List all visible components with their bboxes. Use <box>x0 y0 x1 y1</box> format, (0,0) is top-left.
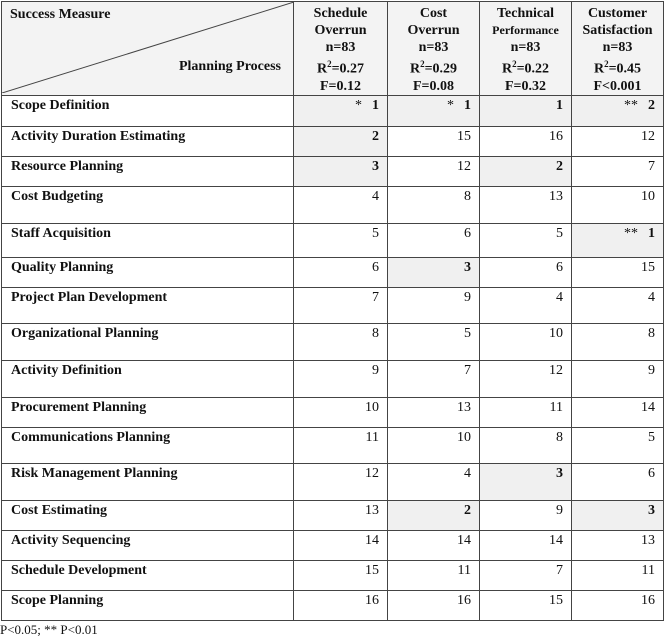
table-row <box>2 463 664 500</box>
rank-cell <box>572 530 664 560</box>
col-title-line1: Customer <box>587 6 648 21</box>
rank-value: 11 <box>641 562 655 578</box>
rank-cell <box>294 156 388 186</box>
rank-value: 5 <box>556 225 563 241</box>
footnote: P<0.05; ** P<0.01 <box>0 622 98 637</box>
rank-value: 15 <box>365 562 379 578</box>
rank-cell <box>572 500 664 530</box>
col-header-technical-performance <box>480 2 572 96</box>
rank-cell <box>480 530 572 560</box>
rank-value: 1 <box>464 97 471 113</box>
rank-value: 11 <box>365 429 379 445</box>
rank-cell <box>294 287 388 323</box>
table-row <box>2 530 664 560</box>
rank-value: 8 <box>648 325 655 341</box>
rank-value: 13 <box>549 188 563 204</box>
rank-cell <box>294 500 388 530</box>
rank-cell <box>480 287 572 323</box>
col-r2: $R^2=0.27$ <box>316 59 365 77</box>
table-row <box>2 560 664 590</box>
ranking-table <box>1 1 664 621</box>
significance-mark: ** <box>624 225 638 241</box>
row-label: Activity Duration Estimating <box>2 126 294 156</box>
col-f: F=0.08 <box>412 78 455 94</box>
rank-cell <box>572 223 664 257</box>
rank-cell <box>294 427 388 463</box>
rank-cell <box>294 530 388 560</box>
table-row <box>2 397 664 427</box>
col-n: n=83 <box>602 40 633 55</box>
table-row <box>2 95 664 126</box>
rank-cell <box>572 156 664 186</box>
rank-value: 3 <box>648 502 655 518</box>
rank-cell <box>480 257 572 287</box>
significance-mark: * <box>447 97 454 113</box>
row-label: Cost Estimating <box>2 500 294 530</box>
rank-value: 7 <box>648 158 655 174</box>
rank-value: 5 <box>648 429 655 445</box>
rank-cell <box>572 397 664 427</box>
rank-cell <box>480 427 572 463</box>
rank-cell <box>572 590 664 620</box>
rank-cell <box>388 186 480 223</box>
rank-cell <box>480 95 572 126</box>
table-row <box>2 500 664 530</box>
rank-cell <box>572 360 664 397</box>
rank-cell <box>480 126 572 156</box>
rank-cell <box>388 323 480 360</box>
rank-cell <box>572 560 664 590</box>
rank-value: 1 <box>556 97 563 113</box>
col-r2: $R^2=0.29$ <box>409 59 458 77</box>
rank-value: 13 <box>365 502 379 518</box>
rank-value: 6 <box>372 259 379 275</box>
rank-cell <box>388 156 480 186</box>
col-title-line1: Schedule <box>313 6 368 21</box>
rank-value: 3 <box>556 465 563 481</box>
rank-value: 9 <box>648 362 655 378</box>
rank-value: 16 <box>365 592 379 608</box>
rank-value: 3 <box>464 259 471 275</box>
row-label: Organizational Planning <box>2 323 294 360</box>
rank-cell <box>388 463 480 500</box>
rank-value: 14 <box>457 532 471 548</box>
row-label: Schedule Development <box>2 560 294 590</box>
rank-cell <box>388 287 480 323</box>
col-n: n=83 <box>418 40 449 55</box>
rank-value: 12 <box>549 362 563 378</box>
table-row <box>2 427 664 463</box>
significance-mark: * <box>355 97 362 113</box>
rank-value: 14 <box>365 532 379 548</box>
rank-cell <box>388 95 480 126</box>
row-label: Scope Planning <box>2 590 294 620</box>
rank-value: 6 <box>464 225 471 241</box>
rank-cell <box>480 156 572 186</box>
rank-cell <box>294 590 388 620</box>
col-n: n=83 <box>325 40 356 55</box>
rank-cell <box>388 126 480 156</box>
rank-cell <box>294 95 388 126</box>
table-row <box>2 126 664 156</box>
rank-value: 7 <box>372 289 379 305</box>
table-body <box>2 95 664 620</box>
rank-cell <box>294 126 388 156</box>
rank-value: 1 <box>372 97 379 113</box>
rank-value: 9 <box>464 289 471 305</box>
rank-value: 14 <box>641 399 655 415</box>
rank-value: 4 <box>648 289 655 305</box>
row-label: Project Plan Development <box>2 287 294 323</box>
rank-value: 4 <box>372 188 379 204</box>
row-label: Quality Planning <box>2 257 294 287</box>
corner-top-label: Success Measure <box>10 7 111 22</box>
rank-value: 1 <box>648 225 655 241</box>
rank-value: 4 <box>464 465 471 481</box>
rank-value: 6 <box>648 465 655 481</box>
col-r2: $R^2=0.22$ <box>501 59 550 77</box>
rank-cell <box>480 463 572 500</box>
row-label: Risk Management Planning <box>2 463 294 500</box>
rank-value: 4 <box>556 289 563 305</box>
row-label: Procurement Planning <box>2 397 294 427</box>
rank-cell <box>388 427 480 463</box>
corner-header <box>2 2 294 96</box>
rank-cell <box>480 397 572 427</box>
row-label: Communications Planning <box>2 427 294 463</box>
rank-cell <box>294 463 388 500</box>
rank-value: 5 <box>372 225 379 241</box>
col-header-cost-overrun <box>388 2 480 96</box>
rank-cell <box>480 323 572 360</box>
significance-mark: ** <box>624 97 638 113</box>
rank-value: 13 <box>641 532 655 548</box>
row-label: Activity Sequencing <box>2 530 294 560</box>
rank-cell <box>388 397 480 427</box>
rank-cell <box>294 223 388 257</box>
rank-value: 10 <box>641 188 655 204</box>
table-row <box>2 360 664 397</box>
col-f: F=0.12 <box>319 78 362 94</box>
rank-cell <box>388 560 480 590</box>
rank-cell <box>480 560 572 590</box>
row-label: Activity Definition <box>2 360 294 397</box>
rank-value: 3 <box>372 158 379 174</box>
header-row <box>2 2 664 96</box>
rank-cell <box>572 463 664 500</box>
rank-value: 6 <box>556 259 563 275</box>
col-n: n=83 <box>510 40 541 55</box>
rank-value: 8 <box>464 188 471 204</box>
rank-cell <box>572 126 664 156</box>
rank-value: 2 <box>372 128 379 144</box>
rank-value: 8 <box>372 325 379 341</box>
col-title-line1: Technical <box>496 6 555 21</box>
rank-cell <box>480 223 572 257</box>
rank-value: 10 <box>365 399 379 415</box>
table-row <box>2 186 664 223</box>
rank-value: 15 <box>457 128 471 144</box>
rank-value: 2 <box>648 97 655 113</box>
col-header-schedule-overrun <box>294 2 388 96</box>
rank-value: 12 <box>641 128 655 144</box>
rank-cell <box>572 427 664 463</box>
rank-cell <box>572 323 664 360</box>
row-label: Resource Planning <box>2 156 294 186</box>
rank-value: 8 <box>556 429 563 445</box>
rank-value: 16 <box>641 592 655 608</box>
col-r2: $R^2=0.45$ <box>593 59 642 77</box>
row-label: Cost Budgeting <box>2 186 294 223</box>
rank-value: 9 <box>372 362 379 378</box>
col-header-customer-satisfaction <box>572 2 664 96</box>
col-title-line2: Performance <box>492 23 559 37</box>
col-title-line1: Cost <box>419 6 448 21</box>
corner-bottom-label: Planning Process <box>178 59 281 74</box>
rank-value: 9 <box>556 502 563 518</box>
table-row <box>2 223 664 257</box>
col-title-line2: Overrun <box>407 23 460 38</box>
rank-value: 11 <box>549 399 563 415</box>
table-row <box>2 287 664 323</box>
table-row <box>2 590 664 620</box>
rank-value: 11 <box>457 562 471 578</box>
rank-cell <box>294 397 388 427</box>
rank-cell <box>388 257 480 287</box>
rank-cell <box>388 590 480 620</box>
rank-cell <box>388 530 480 560</box>
rank-cell <box>388 360 480 397</box>
rank-value: 13 <box>457 399 471 415</box>
rank-cell <box>572 95 664 126</box>
rank-value: 2 <box>464 502 471 518</box>
rank-cell <box>480 500 572 530</box>
table-row <box>2 156 664 186</box>
col-title-line2: Satisfaction <box>582 23 653 38</box>
rank-value: 16 <box>549 128 563 144</box>
rank-value: 7 <box>556 562 563 578</box>
rank-cell <box>572 287 664 323</box>
rank-value: 15 <box>641 259 655 275</box>
rank-value: 10 <box>457 429 471 445</box>
col-title-line2: Overrun <box>314 23 367 38</box>
rank-cell <box>294 186 388 223</box>
col-f: F<0.001 <box>593 78 642 94</box>
col-f: F=0.32 <box>504 78 547 94</box>
rank-value: 10 <box>549 325 563 341</box>
rank-cell <box>572 257 664 287</box>
row-label: Staff Acquisition <box>2 223 294 257</box>
rank-cell <box>294 560 388 590</box>
rank-cell <box>294 257 388 287</box>
rank-cell <box>388 223 480 257</box>
rank-value: 12 <box>457 158 471 174</box>
rank-value: 16 <box>457 592 471 608</box>
rank-value: 14 <box>549 532 563 548</box>
rank-cell <box>294 360 388 397</box>
rank-value: 15 <box>549 592 563 608</box>
rank-cell <box>480 360 572 397</box>
row-label: Scope Definition <box>2 95 294 126</box>
rank-cell <box>388 500 480 530</box>
rank-cell <box>480 186 572 223</box>
rank-cell <box>480 590 572 620</box>
rank-value: 7 <box>464 362 471 378</box>
rank-value: 5 <box>464 325 471 341</box>
rank-cell <box>572 186 664 223</box>
table-row <box>2 257 664 287</box>
rank-cell <box>294 323 388 360</box>
table-row <box>2 323 664 360</box>
rank-value: 12 <box>365 465 379 481</box>
rank-value: 2 <box>556 158 563 174</box>
